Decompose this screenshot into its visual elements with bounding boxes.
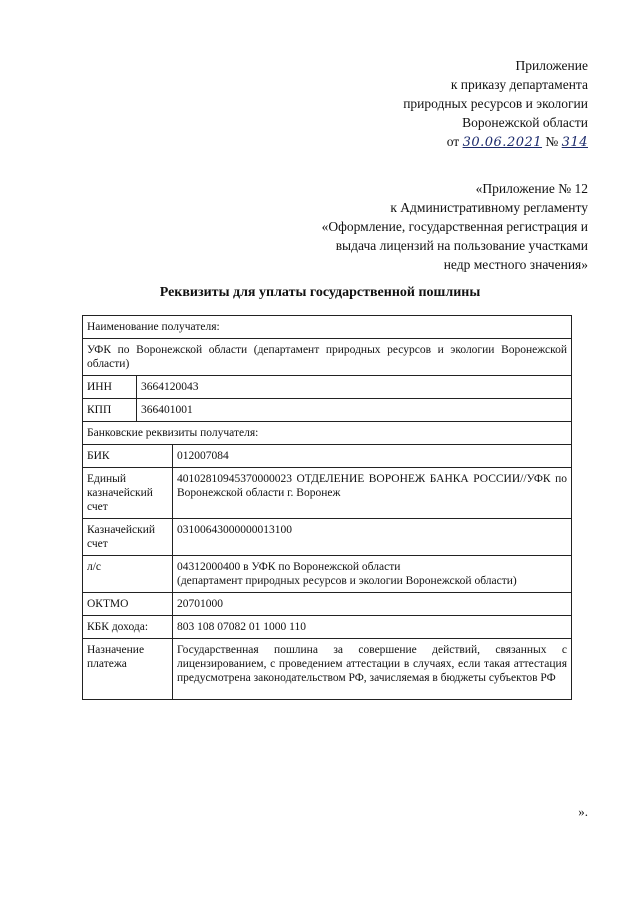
oktmo-value-cell: 20701000 — [173, 593, 572, 616]
number-prefix: № — [545, 134, 559, 149]
table-row — [83, 616, 572, 639]
single-account-label-cell: Единый казначейский счет — [83, 468, 173, 519]
table-row — [83, 556, 572, 593]
single-account-value-cell: 40102810945370000023 ОТДЕЛЕНИЕ ВОРОНЕЖ БАНКА РОССИИ//УФК по Воронежской области г. Воронеж — [173, 468, 572, 519]
payment-requisites-table — [82, 315, 572, 700]
inn-value-cell: 3664120043 — [137, 376, 572, 399]
ls-value-line-1: 04312000400 в УФК по Воронежской области — [177, 561, 401, 573]
header-line-4: Воронежской области — [462, 115, 588, 130]
ls-value-cell — [173, 556, 572, 593]
table-row — [83, 639, 572, 700]
ls-label-cell: л/с — [83, 556, 173, 593]
table-row — [83, 468, 572, 519]
order-reference-header — [258, 56, 588, 152]
appendix-reference — [228, 179, 588, 274]
kpp-label-cell: КПП — [83, 399, 137, 422]
bank-header-cell: Банковские реквизиты получателя: — [83, 422, 572, 445]
appendix-line-5: недр местного значения» — [443, 257, 588, 272]
table-row — [83, 422, 572, 445]
closing-quote: ». — [578, 804, 588, 819]
appendix-line-4: выдача лицензий на пользование участками — [335, 238, 588, 253]
table-row — [83, 399, 572, 422]
header-line-2: к приказу департамента — [450, 77, 588, 92]
purpose-label-cell: Назначение платежа — [83, 639, 173, 700]
order-date-handwritten: 30.06.2021 — [462, 135, 543, 150]
kbk-value-cell: 803 108 07082 01 1000 110 — [173, 616, 572, 639]
header-line-3: природных ресурсов и экологии — [403, 96, 588, 111]
recipient-header-cell: Наименование получателя: — [83, 316, 572, 339]
ls-value-line-2: (департамент природных ресурсов и экологии Воронежской области) — [177, 575, 517, 587]
bik-value-cell: 012007084 — [173, 445, 572, 468]
appendix-line-1: «Приложение № 12 — [475, 181, 588, 196]
bik-label-cell: БИК — [83, 445, 173, 468]
purpose-value-cell: Государственная пошлина за совершение действий, связанных с лицензированием, с проведением аттестации в случаях, если такая аттестация предусмотрена законодательством РФ, зачисляемая в бюджеты субъектов РФ — [173, 639, 572, 700]
kpp-value-cell: 366401001 — [137, 399, 572, 422]
kbk-label-cell: КБК дохода: — [83, 616, 173, 639]
date-prefix: от — [446, 134, 460, 149]
appendix-line-2: к Административному регламенту — [390, 200, 588, 215]
order-date-number-line — [258, 132, 588, 152]
table-row — [83, 445, 572, 468]
oktmo-label-cell: ОКТМО — [83, 593, 173, 616]
order-number-handwritten: 314 — [561, 135, 588, 150]
table-row — [83, 316, 572, 339]
header-line-1: Приложение — [515, 58, 588, 73]
table-row — [83, 376, 572, 399]
table-row — [83, 519, 572, 556]
table-row — [83, 593, 572, 616]
table-row — [83, 339, 572, 376]
treasury-account-label-cell: Казначейский счет — [83, 519, 173, 556]
treasury-account-value-cell: 03100643000000013100 — [173, 519, 572, 556]
recipient-name-cell: УФК по Воронежской области (департамент природных ресурсов и экологии Воронежской области) — [83, 339, 572, 376]
appendix-line-3: «Оформление, государственная регистрация и — [321, 219, 588, 234]
document-title: Реквизиты для уплаты государственной пошлины — [159, 285, 481, 300]
inn-label-cell: ИНН — [83, 376, 137, 399]
